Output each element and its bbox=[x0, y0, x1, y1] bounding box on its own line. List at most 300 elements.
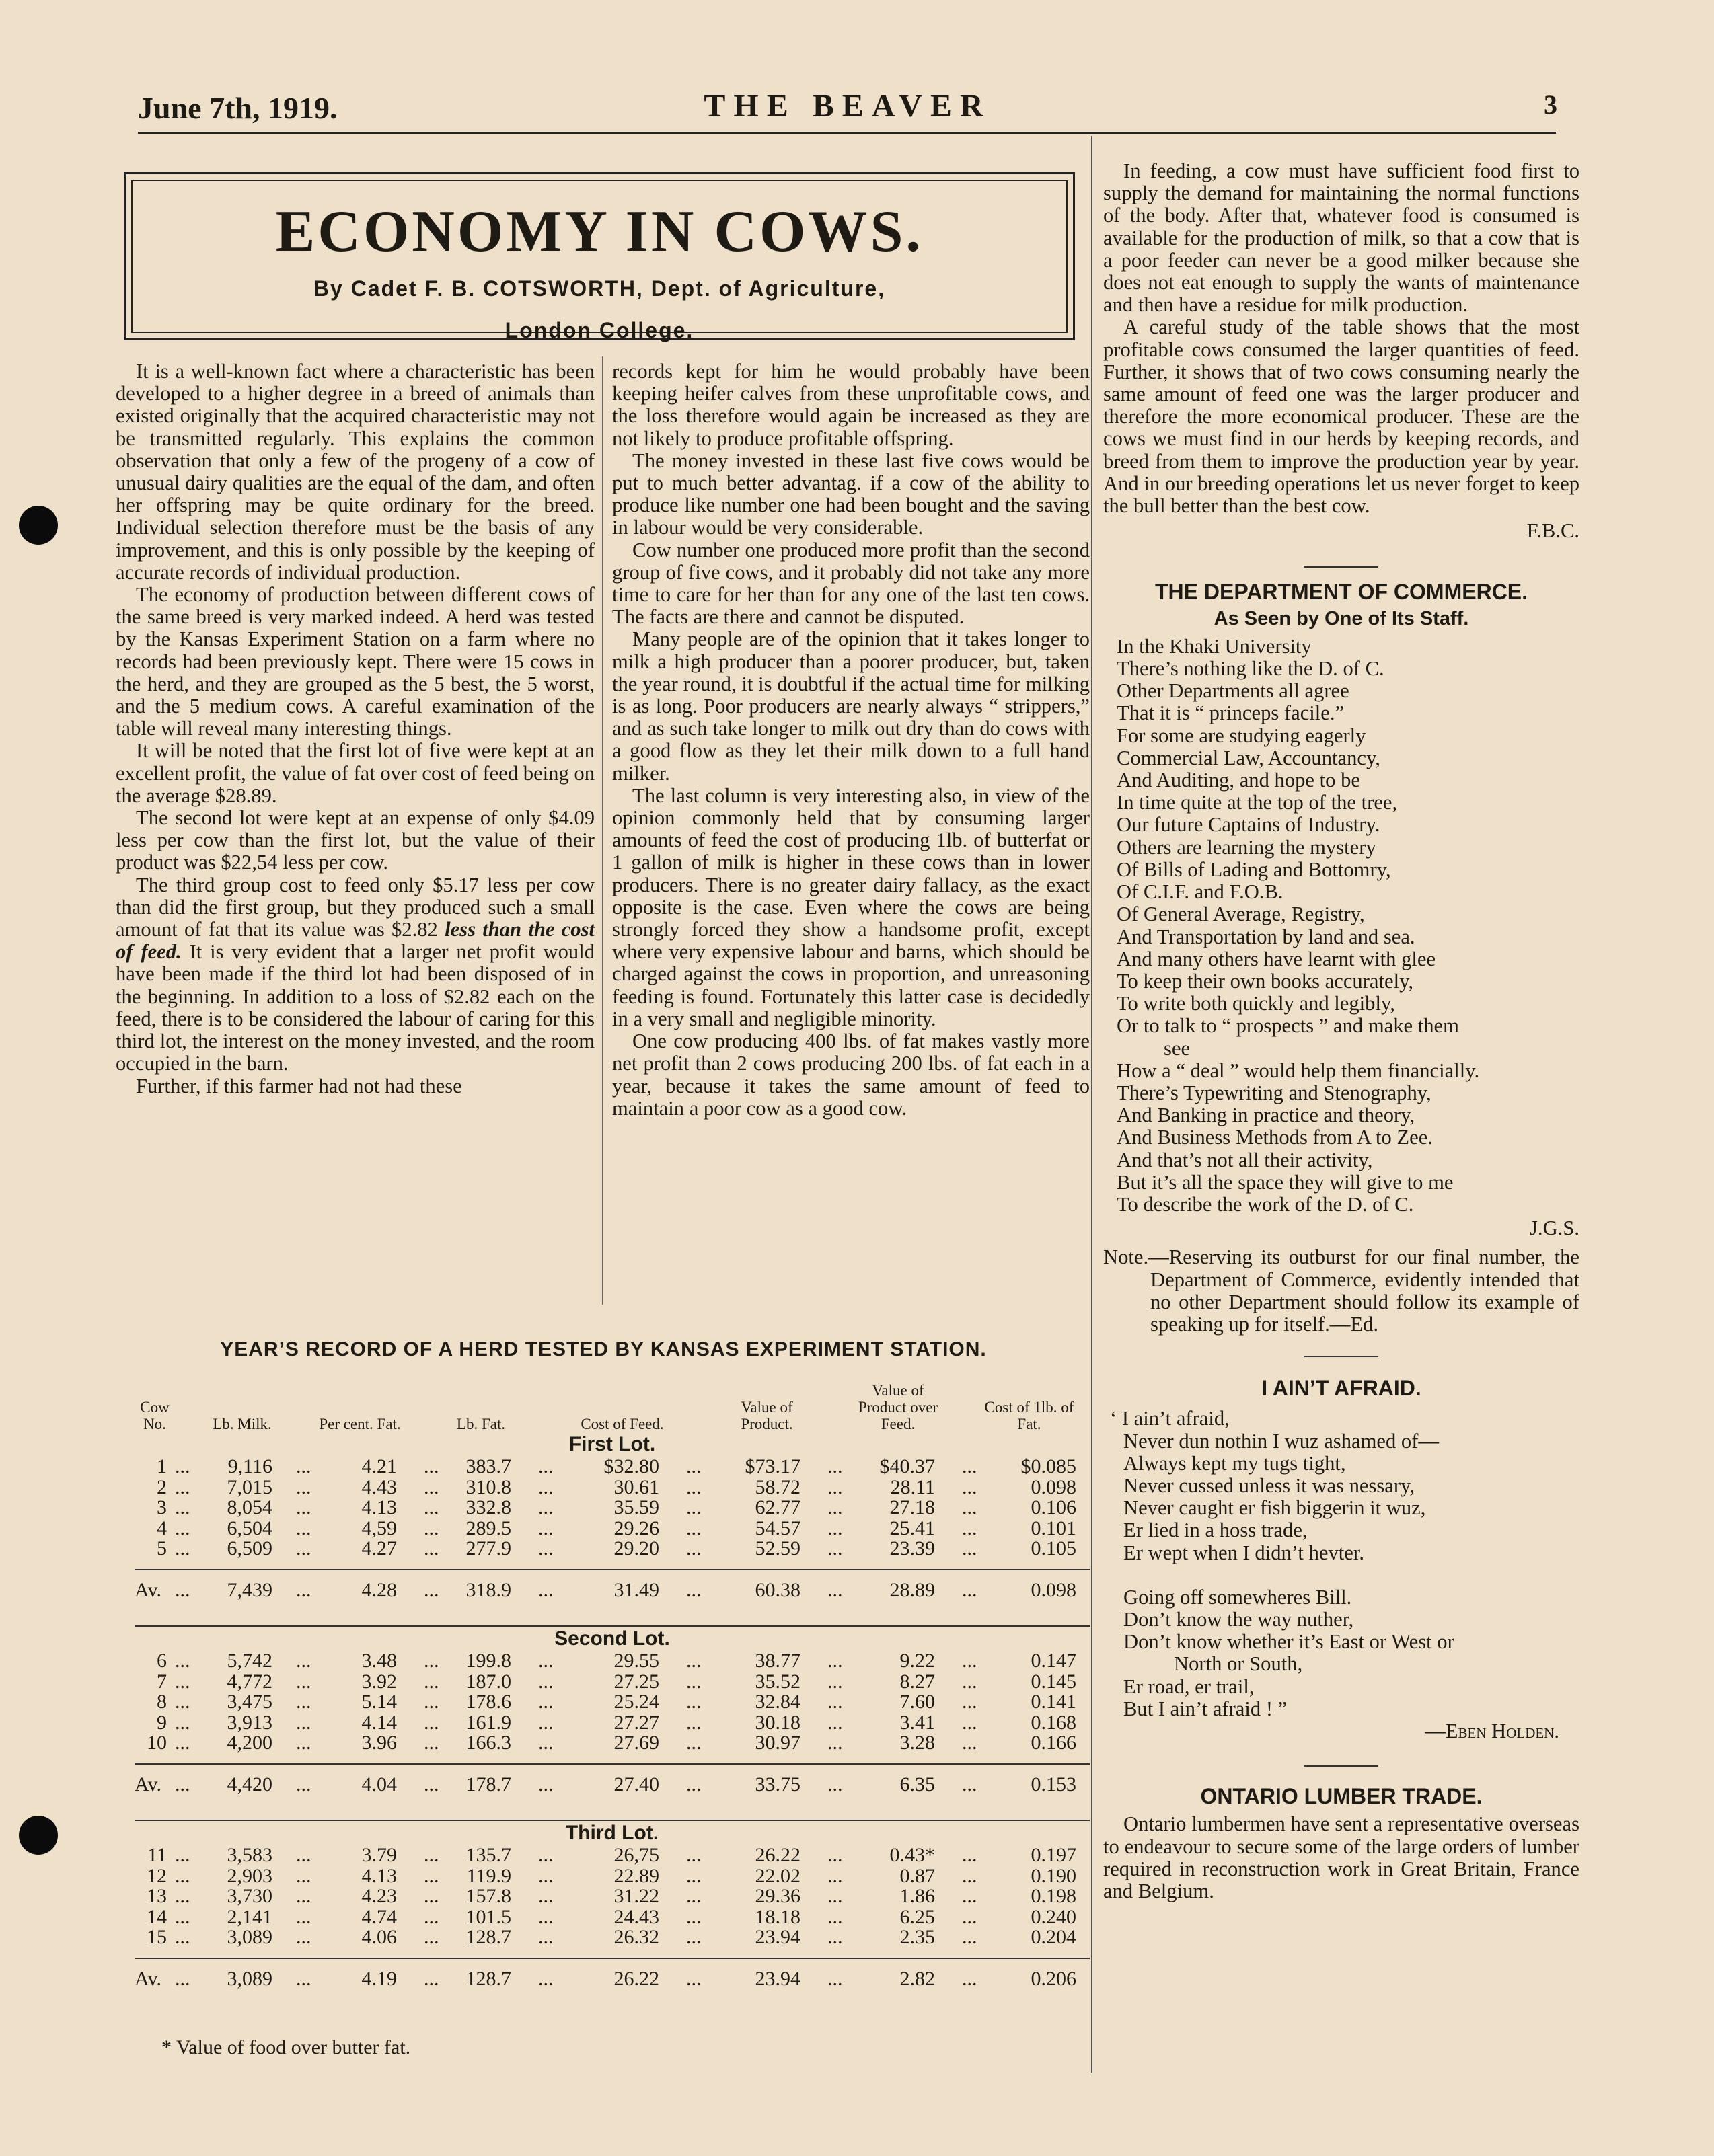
leader-dots: ... bbox=[827, 1732, 843, 1755]
table-cell: 2.35 bbox=[899, 1926, 935, 1949]
leader-dots: ... bbox=[424, 1843, 439, 1866]
leader-dots: ... bbox=[962, 1864, 977, 1887]
leader-dots: ... bbox=[962, 1732, 977, 1755]
table-cell: 13 bbox=[147, 1885, 167, 1908]
leader-dots: ... bbox=[686, 1711, 702, 1734]
poem-line: Other Departments all agree bbox=[1117, 679, 1349, 703]
leader-dots: ... bbox=[962, 1711, 977, 1734]
leader-dots: ... bbox=[827, 1475, 843, 1498]
column-divider bbox=[1091, 136, 1092, 2073]
table-row bbox=[135, 1498, 1090, 1518]
emphasis-text: less than the cost of feed. bbox=[116, 918, 595, 964]
leader-dots: ... bbox=[962, 1885, 977, 1908]
leader-dots: ... bbox=[827, 1885, 843, 1908]
leader-dots: ... bbox=[962, 1578, 977, 1601]
table-cell: 0.166 bbox=[1031, 1732, 1076, 1755]
leader-dots: ... bbox=[686, 1773, 702, 1796]
byline-line-2: London College. bbox=[505, 318, 694, 342]
header-rule bbox=[138, 132, 1556, 134]
table-cell: 3.28 bbox=[899, 1732, 935, 1755]
table-cell: 9,116 bbox=[227, 1455, 272, 1477]
table-cell: 5 bbox=[157, 1537, 167, 1560]
paragraph-text: It is very evident that a larger net profit would have been made if the third lot had been disposed of in the beginning. In addition to a loss of $2.82 each on the feed, there is to be considered the labour of caring for this third lot, the interest on the money invested, and the room occupied in the barn. bbox=[116, 940, 595, 1075]
table-cell: 4,59 bbox=[361, 1516, 397, 1539]
lot-heading: First Lot. bbox=[568, 1433, 656, 1455]
lot-separator bbox=[135, 1611, 1090, 1627]
table-cell: 3,475 bbox=[227, 1691, 272, 1714]
table-cell: 4,200 bbox=[227, 1732, 272, 1755]
lot-heading: Third Lot. bbox=[565, 1821, 659, 1844]
table-cell: 38.77 bbox=[755, 1649, 800, 1672]
table-cell: 30.97 bbox=[755, 1732, 800, 1755]
table-cell: 0.197 bbox=[1031, 1843, 1076, 1866]
table-cell: 1.86 bbox=[899, 1885, 935, 1908]
leader-dots: ... bbox=[686, 1926, 702, 1949]
table-cell: 27.27 bbox=[613, 1711, 659, 1734]
table-cell: 0.147 bbox=[1031, 1649, 1076, 1672]
leader-dots: ... bbox=[175, 1773, 190, 1796]
table-cell: 26,75 bbox=[613, 1843, 659, 1866]
section-rule bbox=[1304, 566, 1378, 568]
table-cell: 15 bbox=[147, 1926, 167, 1949]
table-cell: 6,504 bbox=[227, 1516, 272, 1539]
table-body bbox=[135, 1432, 1090, 1999]
table-row bbox=[135, 1907, 1090, 1928]
poem-line: see bbox=[1164, 1036, 1191, 1060]
leader-dots: ... bbox=[686, 1905, 702, 1928]
table-cell: 58.72 bbox=[755, 1475, 800, 1498]
leader-dots: ... bbox=[962, 1455, 977, 1477]
paragraph: The second lot were kept at an expense of only $4.09 less per cow than the first lot, but the value of their product was $22,54 less per cow. bbox=[116, 806, 595, 874]
leader-dots: ... bbox=[538, 1885, 554, 1908]
poem-line: In time quite at the top of the tree, bbox=[1117, 791, 1398, 814]
poem-line: Commercial Law, Accountancy, bbox=[1117, 746, 1380, 769]
poem-line: And Business Methods from A to Zee. bbox=[1117, 1126, 1433, 1149]
table-cell: 3 bbox=[157, 1496, 167, 1519]
table-cell: 6.35 bbox=[899, 1773, 935, 1796]
leader-dots: ... bbox=[296, 1475, 311, 1498]
poem-line: ‘ I ain’t afraid, bbox=[1110, 1407, 1230, 1430]
table-cell: 3,730 bbox=[227, 1885, 272, 1908]
table-cell: $32.80 bbox=[603, 1455, 659, 1477]
leader-dots: ... bbox=[538, 1732, 554, 1755]
table-cell: 9 bbox=[157, 1711, 167, 1734]
lot-heading: Second Lot. bbox=[554, 1627, 670, 1650]
article-column-1 bbox=[116, 360, 595, 1098]
leader-dots: ... bbox=[424, 1967, 439, 1990]
table-cell: 23.39 bbox=[889, 1537, 935, 1560]
column-header: Cow No. bbox=[140, 1399, 170, 1432]
table-cell: 7.60 bbox=[899, 1691, 935, 1714]
paragraph: Many people are of the opinion that it takes longer to milk a high producer than a poorer producer, but, taken the year round, it is doubtful if the actual time for milking is as long. Poor producers are nearly always “ strippers,” and as such take longer to milk out dry than do cows with a good flow as they let their milk down to a full hand milker. bbox=[612, 627, 1090, 785]
table-cell: 26.22 bbox=[613, 1967, 659, 1990]
table-cell: Av. bbox=[135, 1578, 161, 1601]
table-cell: 4 bbox=[157, 1516, 167, 1539]
table-footnote: * Value of food over butter fat. bbox=[161, 2036, 411, 2058]
leader-dots: ... bbox=[175, 1926, 190, 1949]
page-header bbox=[138, 87, 1557, 128]
poem-line: To write both quickly and legibly, bbox=[1117, 992, 1395, 1015]
poem-line: In the Khaki University bbox=[1117, 634, 1312, 658]
poem-line: But I ain’t afraid ! ” bbox=[1123, 1697, 1288, 1720]
leader-dots: ... bbox=[686, 1864, 702, 1887]
table-cell: 9.22 bbox=[899, 1649, 935, 1672]
herd-record-table bbox=[135, 1379, 1090, 1999]
leader-dots: ... bbox=[296, 1691, 311, 1714]
table-cell: 3,583 bbox=[227, 1843, 272, 1866]
leader-dots: ... bbox=[538, 1475, 554, 1498]
leader-dots: ... bbox=[827, 1843, 843, 1866]
table-cell: 0.098 bbox=[1031, 1578, 1076, 1601]
poem-line: Of General Average, Registry, bbox=[1117, 902, 1365, 926]
paragraph: In feeding, a cow must have sufficient food first to supply the demand for maintaining the normal functions of the body. After that, whatever food is consumed is available for the production of milk, so that a cow that is a poor feeder can never be a good milker because she does not eat enough to supply the wants of maintenance and then have a residue for milk production. bbox=[1103, 159, 1579, 317]
poem-line: Going off somewheres Bill. bbox=[1123, 1585, 1352, 1609]
leader-dots: ... bbox=[962, 1475, 977, 1498]
table-cell: $40.37 bbox=[879, 1455, 935, 1477]
table-cell: 12 bbox=[147, 1864, 167, 1887]
leader-dots: ... bbox=[296, 1843, 311, 1866]
table-cell: 52.59 bbox=[755, 1537, 800, 1560]
leader-dots: ... bbox=[962, 1496, 977, 1519]
column-header: Value of Product over Feed. bbox=[858, 1382, 938, 1432]
table-cell: 5,742 bbox=[227, 1649, 272, 1672]
binder-hole-top bbox=[19, 506, 58, 545]
table-cell: 128.7 bbox=[465, 1967, 511, 1990]
table-cell: 27.25 bbox=[613, 1670, 659, 1693]
page-number: 3 bbox=[1544, 89, 1557, 120]
leader-dots: ... bbox=[827, 1496, 843, 1519]
average-row bbox=[135, 1958, 1090, 1999]
leader-dots: ... bbox=[686, 1455, 702, 1477]
poem-line: Others are learning the mystery bbox=[1117, 835, 1376, 859]
table-cell: 23.94 bbox=[755, 1967, 800, 1990]
table-cell: 31.22 bbox=[613, 1885, 659, 1908]
article-signature: F.B.C. bbox=[1526, 519, 1579, 543]
table-cell: 3.48 bbox=[361, 1649, 397, 1672]
leader-dots: ... bbox=[175, 1496, 190, 1519]
table-row bbox=[135, 1692, 1090, 1713]
leader-dots: ... bbox=[175, 1578, 190, 1601]
leader-dots: ... bbox=[424, 1691, 439, 1714]
leader-dots: ... bbox=[538, 1843, 554, 1866]
poem-line: Er lied in a hoss trade, bbox=[1123, 1518, 1308, 1542]
paragraph: records kept for him he would probably have been keeping heifer calves from these unprofitable cows, and the loss therefore would again be increased as they are not likely to produce profitable offspring. bbox=[612, 360, 1090, 450]
table-cell: 3.96 bbox=[361, 1732, 397, 1755]
poem-line: Don’t know the way nuther, bbox=[1123, 1607, 1354, 1631]
table-cell: 310.8 bbox=[465, 1475, 511, 1498]
leader-dots: ... bbox=[175, 1691, 190, 1714]
column-header: Cost of Feed. bbox=[581, 1416, 664, 1432]
table-cell: 25.41 bbox=[889, 1516, 935, 1539]
column-header: Lb. Milk. bbox=[213, 1416, 272, 1432]
table-row bbox=[135, 1477, 1090, 1498]
afraid-signature: —Eben Holden. bbox=[1425, 1720, 1559, 1742]
poem-line: Don’t know whether it’s East or West or bbox=[1123, 1630, 1454, 1654]
commerce-note: Note.—Reserving its outburst for our final number, the Department of Commerce, evidently intended that no other Department should follow its example of speaking up for itself.—Ed. bbox=[1103, 1245, 1579, 1336]
leader-dots: ... bbox=[296, 1578, 311, 1601]
commerce-title: THE DEPARTMENT OF COMMERCE. bbox=[1154, 580, 1528, 605]
table-cell: 29.20 bbox=[613, 1537, 659, 1560]
table-cell: 31.49 bbox=[613, 1578, 659, 1601]
poem-line: Never caught er fish biggerin it wuz, bbox=[1123, 1496, 1426, 1520]
leader-dots: ... bbox=[424, 1670, 439, 1693]
table-cell: 0.168 bbox=[1031, 1711, 1076, 1734]
table-row bbox=[135, 1539, 1090, 1560]
leader-dots: ... bbox=[686, 1537, 702, 1560]
table-cell: 2,903 bbox=[227, 1864, 272, 1887]
leader-dots: ... bbox=[686, 1475, 702, 1498]
article-title: ECONOMY IN COWS. bbox=[275, 199, 924, 264]
leader-dots: ... bbox=[827, 1864, 843, 1887]
table-cell: 28.11 bbox=[890, 1475, 935, 1498]
table-cell: 161.9 bbox=[465, 1711, 511, 1734]
table-cell: 29.26 bbox=[613, 1516, 659, 1539]
lumber-title: ONTARIO LUMBER TRADE. bbox=[1200, 1784, 1483, 1809]
table-cell: 29.36 bbox=[755, 1885, 800, 1908]
paragraph: It is a well-known fact where a characteristic has been developed to a higher degree in a breed of animals than existed originally that the acquired characteristic may not be transmitted regularly. This explains the common observation that only a few of the progeny of a cow of unusual dairy qualities are the equal of the dam, and often her offspring may be quite ordinary for the breed. Individual selection therefore must be the basis of any improvement, and this is only possible by the keeping of accurate records of individual production. bbox=[116, 360, 595, 584]
table-row bbox=[135, 1927, 1090, 1948]
leader-dots: ... bbox=[827, 1670, 843, 1693]
leader-dots: ... bbox=[424, 1475, 439, 1498]
table-cell: 27.69 bbox=[613, 1732, 659, 1755]
table-cell: 0.145 bbox=[1031, 1670, 1076, 1693]
leader-dots: ... bbox=[962, 1843, 977, 1866]
table-cell: 0.098 bbox=[1031, 1475, 1076, 1498]
table-cell: 8 bbox=[157, 1691, 167, 1714]
commerce-signature: J.G.S. bbox=[1530, 1217, 1579, 1240]
poem-line: Never dun nothin I wuz ashamed of— bbox=[1123, 1429, 1439, 1453]
table-cell: 166.3 bbox=[465, 1732, 511, 1755]
table-cell: 332.8 bbox=[465, 1496, 511, 1519]
leader-dots: ... bbox=[296, 1537, 311, 1560]
leader-dots: ... bbox=[962, 1649, 977, 1672]
commerce-poem bbox=[1117, 636, 1579, 1216]
poem-line: How a “ deal ” would help them financially. bbox=[1117, 1058, 1480, 1082]
leader-dots: ... bbox=[538, 1496, 554, 1519]
poem-line: And Transportation by land and sea. bbox=[1117, 925, 1415, 948]
leader-dots: ... bbox=[296, 1711, 311, 1734]
leader-dots: ... bbox=[296, 1732, 311, 1755]
leader-dots: ... bbox=[686, 1732, 702, 1755]
table-cell: 0.206 bbox=[1031, 1967, 1076, 1990]
table-cell: $0.085 bbox=[1020, 1455, 1076, 1477]
leader-dots: ... bbox=[424, 1496, 439, 1519]
table-cell: 32.84 bbox=[755, 1691, 800, 1714]
table-cell: 0.106 bbox=[1031, 1496, 1076, 1519]
table-cell: 178.7 bbox=[465, 1773, 511, 1796]
leader-dots: ... bbox=[175, 1649, 190, 1672]
leader-dots: ... bbox=[175, 1516, 190, 1539]
table-cell: $73.17 bbox=[745, 1455, 800, 1477]
leader-dots: ... bbox=[175, 1670, 190, 1693]
table-cell: 4.14 bbox=[361, 1711, 397, 1734]
table-cell: 119.9 bbox=[466, 1864, 511, 1887]
table-title: YEAR’S RECORD OF A HERD TESTED BY KANSAS EXPERIMENT STATION. bbox=[220, 1338, 987, 1360]
poem-line: To keep their own books accurately, bbox=[1117, 969, 1414, 993]
leader-dots: ... bbox=[424, 1578, 439, 1601]
issue-date: June 7th, 1919. bbox=[138, 91, 338, 125]
table-cell: 6.25 bbox=[899, 1905, 935, 1928]
paragraph bbox=[116, 874, 595, 1075]
leader-dots: ... bbox=[424, 1711, 439, 1734]
leader-dots: ... bbox=[962, 1516, 977, 1539]
table-cell: 25.24 bbox=[613, 1691, 659, 1714]
leader-dots: ... bbox=[962, 1773, 977, 1796]
leader-dots: ... bbox=[175, 1864, 190, 1887]
table-cell: 4.28 bbox=[361, 1578, 397, 1601]
table-cell: 3.79 bbox=[361, 1843, 397, 1866]
leader-dots: ... bbox=[296, 1649, 311, 1672]
table-row bbox=[135, 1651, 1090, 1672]
leader-dots: ... bbox=[538, 1649, 554, 1672]
leader-dots: ... bbox=[538, 1711, 554, 1734]
table-cell: 0.153 bbox=[1031, 1773, 1076, 1796]
table-row bbox=[135, 1457, 1090, 1477]
table-cell: 4.43 bbox=[361, 1475, 397, 1498]
leader-dots: ... bbox=[175, 1537, 190, 1560]
poem-line: Er road, er trail, bbox=[1123, 1674, 1255, 1698]
table-row bbox=[135, 1886, 1090, 1907]
table-cell: 0.240 bbox=[1031, 1905, 1076, 1928]
paragraph: The economy of production between different cows of the same breed is very marked indeed. A herd was tested by the Kansas Experiment Station on a farm where no records had been previously kept. There were 15 cows in the herd, and they are grouped as the 5 best, the 5 worst, and the 5 medium cows. A careful examination of the table will reveal many interesting things. bbox=[116, 583, 595, 740]
table-cell: 0.43* bbox=[889, 1843, 935, 1866]
table-cell: 0.204 bbox=[1031, 1926, 1076, 1949]
poem-line: That it is “ princeps facile.” bbox=[1117, 701, 1345, 725]
table-cell: 4.13 bbox=[361, 1496, 397, 1519]
poem-line: To describe the work of the D. of C. bbox=[1117, 1192, 1414, 1216]
poem-line: There’s nothing like the D. of C. bbox=[1117, 657, 1384, 681]
leader-dots: ... bbox=[962, 1537, 977, 1560]
leader-dots: ... bbox=[686, 1649, 702, 1672]
right-column bbox=[1103, 160, 1579, 1902]
table-cell: 4.27 bbox=[361, 1537, 397, 1560]
table-cell: 4,772 bbox=[227, 1670, 272, 1693]
table-cell: 7,015 bbox=[227, 1475, 272, 1498]
leader-dots: ... bbox=[296, 1455, 311, 1477]
table-cell: 27.18 bbox=[889, 1496, 935, 1519]
leader-dots: ... bbox=[424, 1516, 439, 1539]
leader-dots: ... bbox=[296, 1496, 311, 1519]
table-cell: 2,141 bbox=[227, 1905, 272, 1928]
poem-line: There’s Typewriting and Stenography, bbox=[1117, 1081, 1431, 1104]
table-cell: 8,054 bbox=[227, 1496, 272, 1519]
leader-dots: ... bbox=[296, 1885, 311, 1908]
table-cell: 10 bbox=[147, 1732, 167, 1755]
table-cell: 6,509 bbox=[227, 1537, 272, 1560]
table-cell: Av. bbox=[135, 1967, 161, 1990]
table-cell: 135.7 bbox=[465, 1843, 511, 1866]
table-cell: 4.74 bbox=[361, 1905, 397, 1928]
leader-dots: ... bbox=[424, 1864, 439, 1887]
leader-dots: ... bbox=[424, 1926, 439, 1949]
leader-dots: ... bbox=[538, 1516, 554, 1539]
paragraph: It will be noted that the first lot of five were kept at an excellent profit, the value of fat over cost of feed being on the average $28.89. bbox=[116, 739, 595, 807]
poem-line: And that’s not all their activity, bbox=[1117, 1148, 1373, 1171]
table-cell: 178.6 bbox=[465, 1691, 511, 1714]
table-cell: 2.82 bbox=[899, 1967, 935, 1990]
table-cell: 0.87 bbox=[899, 1864, 935, 1887]
table-cell: 7,439 bbox=[227, 1578, 272, 1601]
leader-dots: ... bbox=[175, 1711, 190, 1734]
leader-dots: ... bbox=[538, 1864, 554, 1887]
leader-dots: ... bbox=[296, 1967, 311, 1990]
leader-dots: ... bbox=[296, 1670, 311, 1693]
table-header bbox=[135, 1379, 1090, 1432]
table-cell: 0.141 bbox=[1031, 1691, 1076, 1714]
paragraph: Cow number one produced more profit than the second group of five cows, and it probably did not take any more time to care for her than for any one of the last ten cows. The facts are there and cannot be disputed. bbox=[612, 538, 1090, 629]
table-row bbox=[135, 1733, 1090, 1754]
leader-dots: ... bbox=[686, 1578, 702, 1601]
table-cell: 3.92 bbox=[361, 1670, 397, 1693]
table-cell: 1 bbox=[157, 1455, 167, 1477]
leader-dots: ... bbox=[686, 1885, 702, 1908]
leader-dots: ... bbox=[175, 1885, 190, 1908]
leader-dots: ... bbox=[175, 1905, 190, 1928]
table-cell: 187.0 bbox=[465, 1670, 511, 1693]
leader-dots: ... bbox=[962, 1691, 977, 1714]
table-cell: 0.198 bbox=[1031, 1885, 1076, 1908]
paragraph: A careful study of the table shows that the most profitable cows consumed the larger quantities of feed. Further, it shows that of two cows consuming nearly the same amount of feed one was the larger producer and therefore the more economical producer. These are the cows we must find in our herds by keeping records, and breed from them to improve the production year by year. And in our breeding operations let us never forget to keep the bull better than the best cow. bbox=[1103, 315, 1579, 518]
paragraph: The money invested in these last five cows would be put to much better advantag. if a cow of the ability to produce like number one had been bought and the saving in labour would be very considerable. bbox=[612, 449, 1090, 539]
lot-separator bbox=[135, 1805, 1090, 1821]
table-cell: 199.8 bbox=[465, 1649, 511, 1672]
table-cell: 14 bbox=[147, 1905, 167, 1928]
leader-dots: ... bbox=[538, 1670, 554, 1693]
paragraph: One cow producing 400 lbs. of fat makes vastly more net profit than 2 cows producing 200 lbs. of fat each in a year, because it takes the same amount of feed to maintain a poor cow as a good cow. bbox=[612, 1030, 1090, 1120]
leader-dots: ... bbox=[827, 1711, 843, 1734]
afraid-poem bbox=[1110, 1408, 1579, 1720]
leader-dots: ... bbox=[424, 1537, 439, 1560]
table-cell: 101.5 bbox=[465, 1905, 511, 1928]
table-cell: 4.06 bbox=[361, 1926, 397, 1949]
table-cell: Av. bbox=[135, 1773, 161, 1796]
table-row bbox=[135, 1672, 1090, 1693]
table-cell: 318.9 bbox=[465, 1578, 511, 1601]
table-cell: 4.04 bbox=[361, 1773, 397, 1796]
table-cell: 4.19 bbox=[361, 1967, 397, 1990]
lumber-text: Ontario lumbermen have sent a representative overseas to endeavour to secure some of the large orders of lumber required in reconstruction work in Great Britain, France and Belgium. bbox=[1103, 1812, 1579, 1903]
leader-dots: ... bbox=[827, 1691, 843, 1714]
leader-dots: ... bbox=[296, 1905, 311, 1928]
table-cell: 2 bbox=[157, 1475, 167, 1498]
table-row bbox=[135, 1518, 1090, 1539]
leader-dots: ... bbox=[424, 1773, 439, 1796]
table-cell: 277.9 bbox=[465, 1537, 511, 1560]
table-cell: 3,089 bbox=[227, 1967, 272, 1990]
leader-dots: ... bbox=[962, 1967, 977, 1990]
table-cell: 4,420 bbox=[227, 1773, 272, 1796]
table-cell: 23.94 bbox=[755, 1926, 800, 1949]
table-cell: 62.77 bbox=[755, 1496, 800, 1519]
table-cell: 22.89 bbox=[613, 1864, 659, 1887]
leader-dots: ... bbox=[175, 1732, 190, 1755]
leader-dots: ... bbox=[827, 1516, 843, 1539]
paragraph: Further, if this farmer had not had these bbox=[136, 1074, 462, 1098]
leader-dots: ... bbox=[827, 1967, 843, 1990]
poem-line: Always kept my tugs tight, bbox=[1123, 1451, 1346, 1475]
table-cell: 4.23 bbox=[361, 1885, 397, 1908]
leader-dots: ... bbox=[827, 1649, 843, 1672]
table-cell: 30.61 bbox=[613, 1475, 659, 1498]
average-row bbox=[135, 1569, 1090, 1611]
table-row bbox=[135, 1713, 1090, 1734]
table-cell: 3,089 bbox=[227, 1926, 272, 1949]
leader-dots: ... bbox=[175, 1475, 190, 1498]
leader-dots: ... bbox=[686, 1967, 702, 1990]
section-rule bbox=[1304, 1765, 1378, 1767]
column-header: Cost of 1lb. of Fat. bbox=[984, 1399, 1074, 1432]
poem-line: Of Bills of Lading and Bottomry, bbox=[1117, 857, 1391, 881]
